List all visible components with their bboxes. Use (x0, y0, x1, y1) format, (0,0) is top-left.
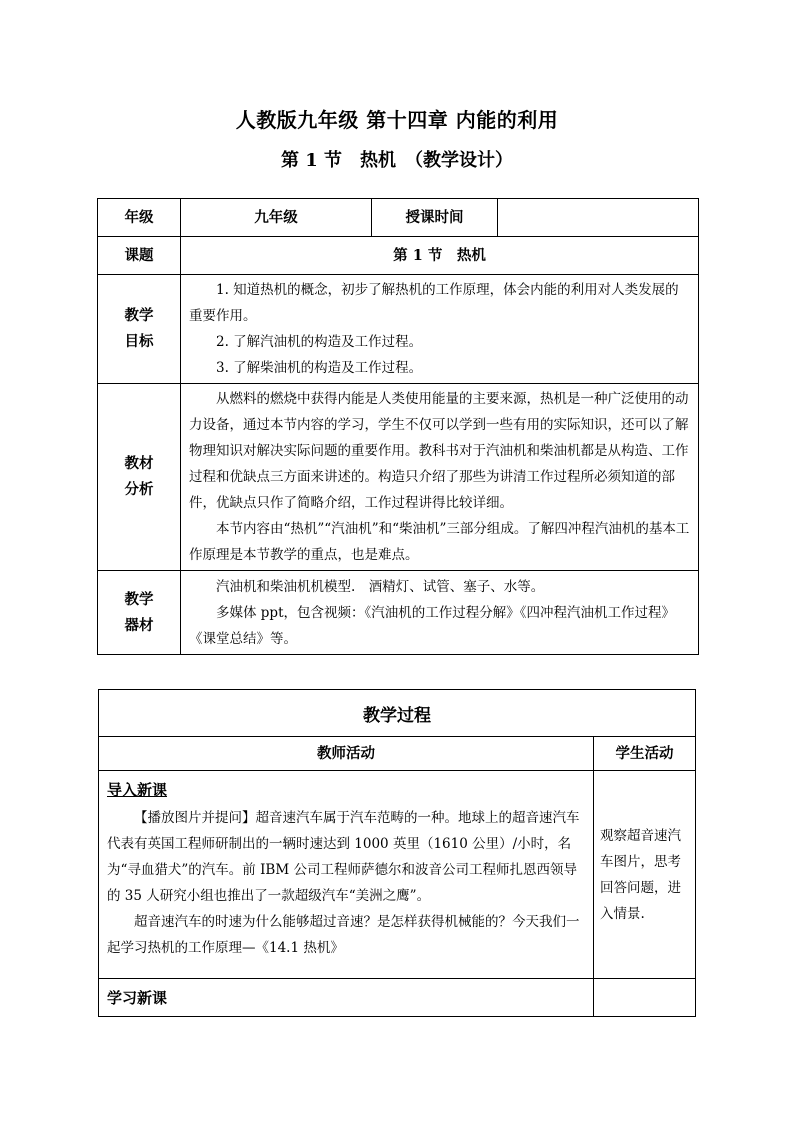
grade-row (98, 199, 699, 237)
objectives-row (98, 275, 699, 384)
topic-row (98, 237, 699, 275)
time-label: 授课时间 (372, 199, 498, 237)
page-subtitle: 第 1 节 热机 （教学设计） (280, 150, 514, 171)
intro-student-cell: 观察超音速汽车图片，思考回答问题，进入情景. (594, 771, 696, 979)
materials-label (98, 571, 181, 655)
intro-paragraph-2: 超音速汽车的时速为什么能够超过音速？是怎样获得机械能的？今天我们一起学习热机的工作原理—《14.1 热机》 (107, 914, 580, 956)
analysis-content (181, 384, 699, 571)
teaching-process-table (98, 689, 696, 1017)
materials-content (181, 571, 699, 655)
objectives-label (98, 275, 181, 384)
analysis-paragraph-2: 本节内容由“热机”“汽油机”和“柴油机”三部分组成。了解四冲程汽油机的基本工作原理是本节教学的重点，也是难点。 (189, 521, 690, 563)
objective-item-1: 1. 知道热机的概念，初步了解热机的工作原理，体会内能的利用对人类发展的重要作用。 (189, 282, 679, 324)
analysis-paragraph-1: 从燃料的燃烧中获得内能是人类使用能量的主要来源，热机是一种广泛使用的动力设备，通过本节内容的学习，学生不仅可以学到一些有用的实际知识，还可以了解物理知识对解决实际问题的重要作用。教科书对于汽油机和柴油机都是从构造、工作过程和优缺点三方面来讲述的。构造只介绍了那些为讲清工作过程所必须知道的部件，优缺点只作了简略介绍，工作过程讲得比较详细。 (189, 391, 689, 511)
objectives-label-line2: 目标 (124, 333, 154, 350)
materials-label-line2: 器材 (124, 616, 154, 634)
grade-label: 年级 (98, 199, 181, 237)
topic-label: 课题 (98, 237, 181, 275)
topic-value: 第 1 节 热机 (181, 237, 699, 275)
analysis-label-line1: 教材 (124, 455, 154, 472)
analysis-row (98, 384, 699, 571)
intro-teacher-cell (99, 771, 594, 979)
materials-row (98, 571, 699, 655)
process-header-row (99, 737, 696, 771)
intro-row (99, 771, 696, 979)
process-title-row (99, 690, 696, 737)
time-value (498, 199, 699, 237)
new-lesson-heading: 学习新课 (107, 989, 168, 1007)
student-activity-header: 学生活动 (594, 737, 696, 771)
analysis-label (98, 384, 181, 571)
process-title: 教学过程 (99, 690, 696, 737)
objectives-content (181, 275, 699, 384)
new-lesson-student-cell (594, 979, 696, 1017)
new-lesson-row (99, 979, 696, 1017)
objectives-label-line1: 教学 (124, 307, 154, 324)
analysis-label-line2: 分析 (124, 481, 154, 498)
materials-paragraph-2: 多媒体 ppt，包含视频：《汽油机的工作过程分解》《四冲程汽油机工作过程》《课堂总结》等。 (189, 604, 675, 647)
materials-paragraph-1: 汽油机和柴油机机模型. 酒精灯、试管、塞子、水等。 (216, 578, 545, 595)
intro-heading: 导入新课 (107, 781, 168, 799)
teacher-activity-header: 教师活动 (99, 737, 594, 771)
objective-item-3: 3. 了解柴油机的构造及工作过程。 (216, 360, 423, 376)
objective-item-2: 2. 了解汽油机的构造及工作过程。 (216, 334, 423, 350)
intro-paragraph-1: 【播放图片并提问】超音速汽车属于汽车范畴的一种。地球上的超音速汽车代表有英国工程师研制出的一辆时速达到 1000 英里（1610 公里）/小时，名为“寻血猎犬”的汽车。前 IBM 公司工程师萨德尔和波音公司工程师扎恩西领导的 35 人研究小组也推出了一款超级汽车“美洲之鹰”。 (107, 810, 580, 904)
page-title: 人教版九年级 第十四章 内能的利用 (235, 108, 559, 132)
grade-value: 九年级 (181, 199, 372, 237)
new-lesson-teacher-cell (99, 979, 594, 1017)
materials-label-line1: 教学 (124, 590, 154, 608)
lesson-info-table (97, 198, 699, 655)
